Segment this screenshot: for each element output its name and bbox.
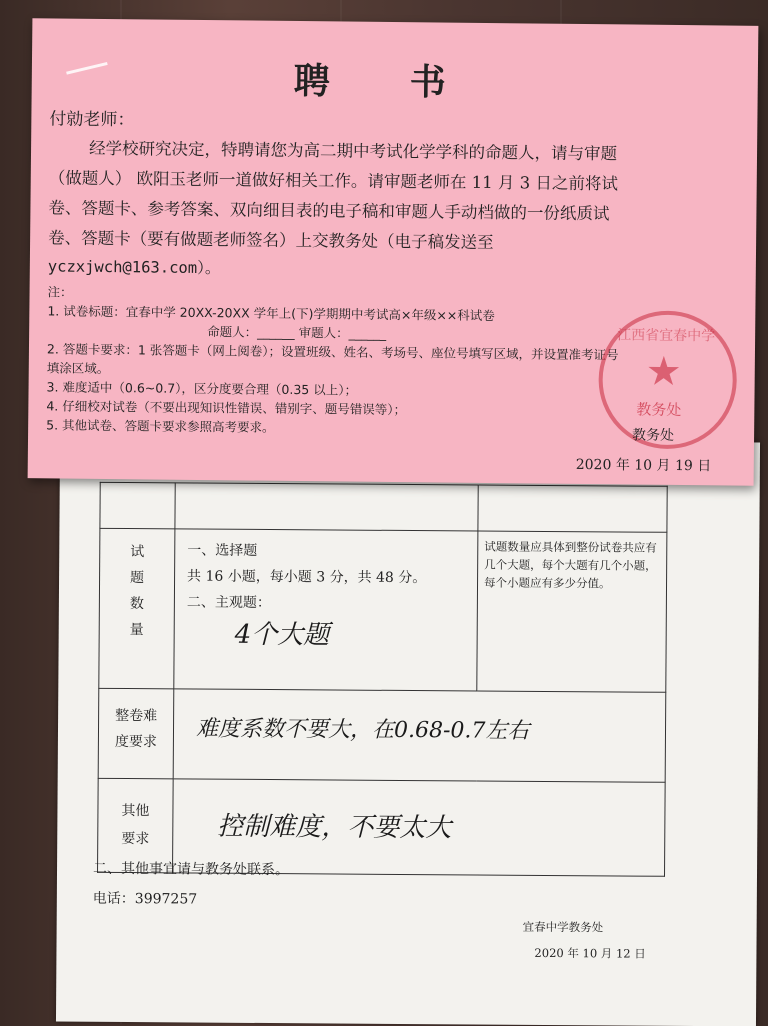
body-line: 卷、答题卡、参考答案、双向细目表的电子稿和审题人手动档做的一份纸质试 (48, 198, 610, 224)
exam-form-sheet (56, 438, 760, 1026)
question-count-label: 试 题 数 量 (99, 528, 175, 689)
other-requirements-label: 其他 要求 (98, 778, 174, 873)
note-item: 2. 答题卡要求：1 张答题卡（网上阅卷）；设置班级、姓名、考场号、座位号填写区域，并设置准考证号 (46, 341, 619, 363)
body-line: （做题人） 欧阳玉老师一道做好相关工作。请审题老师在 11 月 3 日之前将试 (48, 168, 619, 194)
body-line-email: yczxjwch@163.com）。 (47, 257, 221, 278)
note-item: 4. 仔细校对试卷（不要出现知识性错误、错别字、题号错误等）； (46, 398, 407, 418)
question-count-note: 试题数量应具体到整份试卷共应有几个大题，每个大题有几个小题，每个小题应有多少分值。 (477, 531, 667, 692)
table-row (98, 688, 666, 782)
handwritten-other-requirements: 控制难度，不要太大 (217, 811, 452, 844)
seal-text: 教务处 (636, 400, 682, 420)
note-item: 命题人：______ 审题人：______ (207, 324, 387, 341)
letter-date: 2020 年 10 月 19 日 (575, 456, 712, 475)
body-line: 卷、答题卡（要有做题老师签名）上交教务处（电子稿发送至 (48, 228, 494, 253)
handwritten-subjective-count: 4个大题 (234, 619, 330, 651)
note-item: 1. 试卷标题：宜春中学 20XX-20XX 学年上(下)学期期中考试高×年级××科试卷 (47, 303, 495, 324)
note-item: 填涂区域。 (46, 360, 110, 377)
handwritten-difficulty: 难度系数不要大，在0.68-0.7左右 (195, 716, 530, 744)
form-date: 2020 年 10 月 12 日 (534, 945, 646, 961)
notes-heading: 注： (47, 284, 73, 300)
paper-mark (66, 62, 108, 75)
difficulty-label: 整卷难 度要求 (98, 688, 174, 779)
contact-phone: 电话：3997257 (92, 890, 198, 908)
table-row (99, 528, 667, 692)
difficulty-content (173, 689, 666, 782)
signer: 教务处 (632, 427, 675, 444)
appointment-letter (28, 18, 759, 486)
star-icon: ★ (645, 348, 682, 396)
table-row (100, 482, 667, 532)
footer-note: 二、其他事宜请与教务处联系。 (92, 860, 290, 879)
question-count-content: 一、选择题 共 16 小题，每小题 3 分，共 48 分。 二、主观题： 4个大题 (174, 529, 478, 691)
body-line: 经学校研究决定，特聘请您为高二期中考试化学学科的命题人，请与审题 (88, 138, 618, 164)
note-item: 3. 难度适中（0.6~0.7），区分度要合理（0.35 以上）； (46, 379, 358, 398)
exam-form-table (97, 482, 668, 877)
seal-arc-text: 江西省宜春中学 (617, 327, 716, 345)
form-issuer: 宜春中学教务处 (522, 919, 604, 935)
salutation: 付勍老师： (49, 109, 135, 131)
note-item: 5. 其他试卷、答题卡要求参照高考要求。 (46, 417, 275, 435)
letter-title: 聘书 (293, 59, 527, 105)
